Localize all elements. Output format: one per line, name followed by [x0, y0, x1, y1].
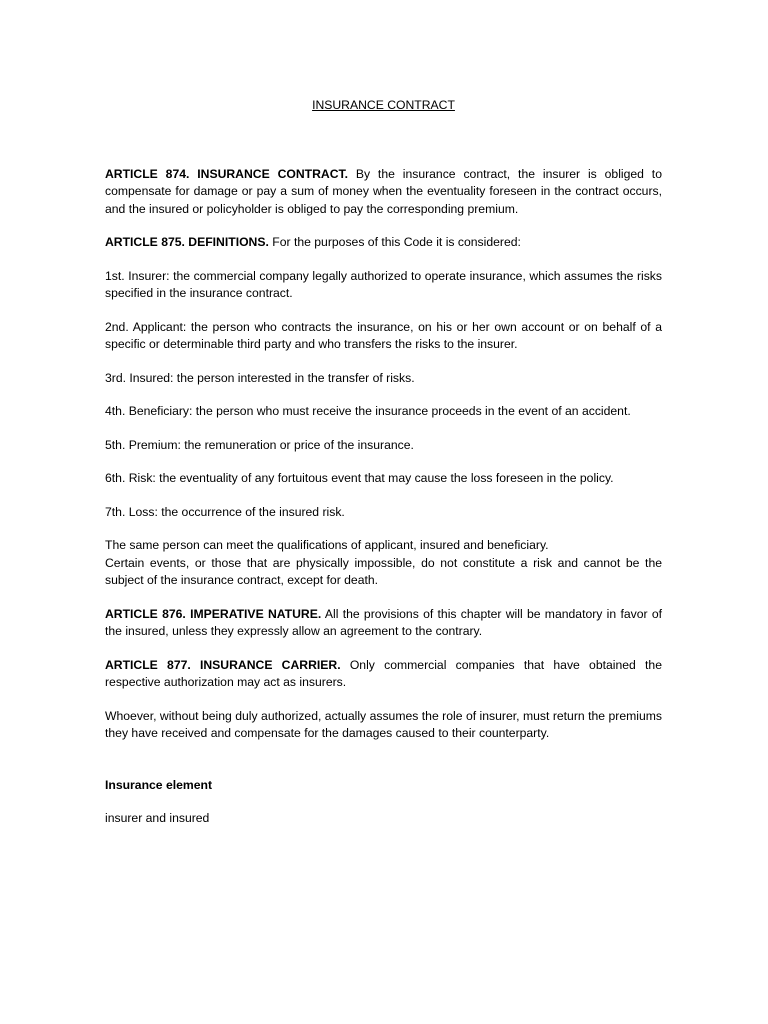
certain-events-note: Certain events, or those that are physically impossible, do not constitute a risk and cannot be the subject of the insurance contract, except for death. [105, 555, 662, 587]
insurance-element-heading: Insurance element [105, 777, 213, 792]
article-876-text: All the provisions of this chapter will be mandatory in favor of the insured, unless they expressly allow an agreement to the contrary. [105, 606, 663, 638]
article-877-heading: ARTICLE 877. INSURANCE CARRIER. [105, 657, 341, 672]
article-876-paragraph [105, 606, 662, 641]
insurance-element-text: insurer and insured [105, 811, 210, 825]
definition-beneficiary: 4th. Beneficiary: the person who must receive the insurance proceeds in the event of an accident. [105, 404, 631, 418]
article-875-heading: ARTICLE 875. DEFINITIONS. [105, 235, 269, 249]
article-874-paragraph [105, 166, 662, 219]
article-874-heading: ARTICLE 874. INSURANCE CONTRACT. [105, 166, 348, 181]
document-title: INSURANCE CONTRACT [312, 98, 455, 112]
definition-risk: 6th. Risk: the eventuality of any fortuitous event that may cause the loss foreseen in the policy. [105, 471, 614, 485]
definition-premium: 5th. Premium: the remuneration or price of the insurance. [105, 437, 414, 452]
definition-loss: 7th. Loss: the occurrence of the insured risk. [105, 504, 345, 519]
article-877-paragraph [105, 657, 662, 692]
article-875-text: For the purposes of this Code it is considered: [268, 235, 521, 249]
article-874-text: By the insurance contract, the insurer is obliged to compensate for damage or pay a sum of money when the eventuality foreseen in the contract occurs, and the insured or policyholder is obliged to pay the corresponding premium. [105, 166, 662, 216]
article-876-heading: ARTICLE 876. IMPERATIVE NATURE. [105, 606, 322, 621]
definition-applicant: 2nd. Applicant: the person who contracts the insurance, on his or her own account or on behalf of a specific or determinable third party and who transfers the risks to the insurer. [105, 319, 662, 351]
definition-insured: 3rd. Insured: the person interested in the transfer of risks. [105, 370, 415, 385]
article-877-text: Only commercial companies that have obtained the respective authorization may act as insurers. [105, 657, 662, 689]
article-875-paragraph [105, 234, 662, 252]
definition-insurer: 1st. Insurer: the commercial company legally authorized to operate insurance, which assumes the risks specified in the insurance contract. [105, 268, 662, 300]
whoever-paragraph: Whoever, without being duly authorized, actually assumes the role of insurer, must return the premiums they have received and compensate for the damages caused to their counterparty. [105, 708, 662, 740]
same-person-note: The same person can meet the qualifications of applicant, insured and beneficiary. [105, 538, 549, 552]
